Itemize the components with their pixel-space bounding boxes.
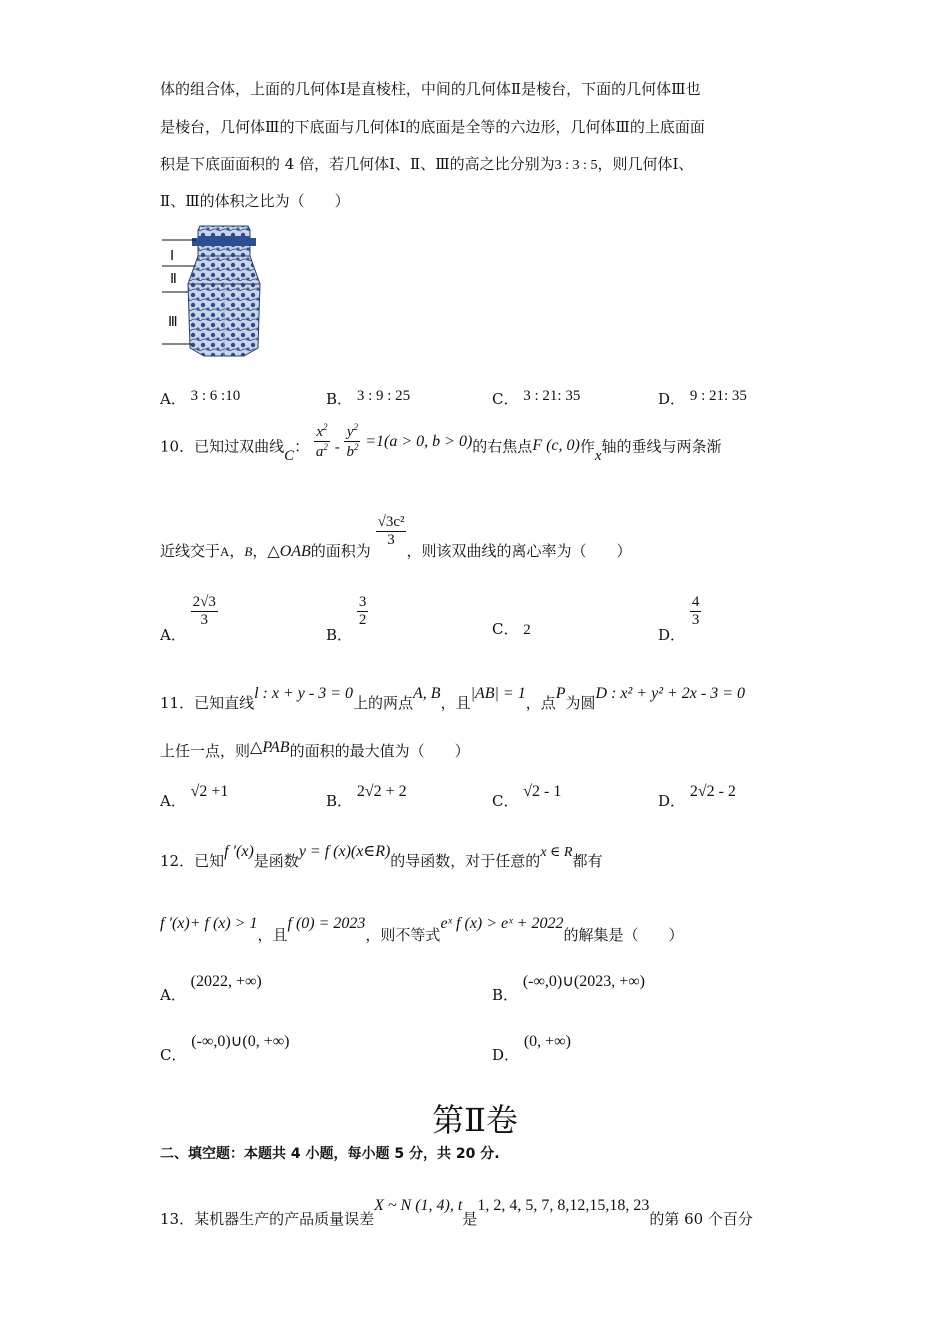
- option-fraction: [690, 594, 702, 629]
- option-letter: C．: [492, 390, 519, 408]
- q10-colon: ：: [294, 437, 310, 456]
- q9-line-1: 体的组合体，上面的几何体Ⅰ是直棱柱，中间的几何体Ⅱ是棱台，下面的几何体Ⅲ也: [160, 80, 701, 98]
- q11-prefix: 11．已知直线: [160, 694, 255, 712]
- option-value: (-∞,0)∪(2023, +∞): [522, 973, 645, 990]
- option-letter: C．: [492, 792, 519, 810]
- q10-mid: 的右焦点: [472, 437, 533, 456]
- q12-text-1: 是函数: [253, 852, 299, 870]
- q11-line2-a: 上任一点，则: [160, 742, 251, 760]
- q10-area-fraction: [376, 514, 407, 549]
- area-denominator: 3: [387, 532, 395, 548]
- q10-triangle: △OAB: [267, 542, 311, 560]
- q9-option-a[interactable]: [160, 388, 240, 409]
- q10-zuo: 作: [579, 437, 595, 456]
- q10-line2-a: 近线交于: [160, 541, 221, 560]
- option-value: 3 : 9 : 25: [356, 388, 411, 404]
- option-value: (2022, +∞): [190, 973, 262, 990]
- option-fraction: [357, 594, 369, 629]
- option-letter: A．: [160, 625, 186, 644]
- option-letter: B．: [326, 390, 353, 408]
- q11-distance: |AB| = 1: [470, 685, 526, 702]
- q13-line-1: [160, 1194, 753, 1228]
- option-letter: D．: [492, 1046, 520, 1064]
- q11-text-4: 为圆: [565, 694, 596, 712]
- q9-line-3-text-a: 积是下底面面积的 4 倍，若几何体Ⅰ、Ⅱ、Ⅲ的高之比分别为: [160, 155, 555, 173]
- q10-comma: ，: [229, 541, 245, 560]
- q12-condition-2: f (0) = 2023: [287, 915, 366, 932]
- option-letter: C．: [492, 620, 519, 638]
- q11-line-equation: l : x + y - 3 = 0: [254, 685, 353, 702]
- q9-line-2: 是棱台，几何体Ⅲ的下底面与几何体Ⅰ的底面是全等的六边形，几何体Ⅲ的上底面面: [160, 118, 705, 136]
- option-value: 2√2 + 2: [356, 783, 407, 800]
- option-letter: B．: [326, 625, 353, 644]
- q12-function: y = f (x)(x∈R): [298, 843, 391, 860]
- option-value: 2√2 - 2: [689, 783, 736, 800]
- q10-focus: F (c, 0): [532, 436, 580, 454]
- q11-text-2: ，且: [440, 694, 471, 712]
- q10-option-a[interactable]: [160, 594, 218, 644]
- option-value: 3 : 21: 35: [523, 388, 581, 404]
- option-letter: A．: [160, 390, 186, 408]
- q12-text-6: 的解集是（ ）: [563, 926, 684, 944]
- q12-option-a[interactable]: [160, 970, 262, 1004]
- q11-text-3: ，点: [525, 694, 556, 712]
- option-letter: B．: [492, 986, 519, 1004]
- q12-text-4: ，且: [257, 926, 288, 944]
- vase-figure: [160, 222, 270, 358]
- q11-option-a[interactable]: [160, 780, 229, 810]
- q11-option-b[interactable]: [326, 780, 407, 810]
- q9-option-d[interactable]: [658, 388, 747, 409]
- label-III: Ⅲ: [168, 315, 178, 330]
- q12-text-3: 都有: [572, 852, 603, 870]
- section-title: 第Ⅱ卷: [432, 1101, 518, 1139]
- option-letter: D．: [658, 625, 686, 644]
- q10-point-b: B: [244, 543, 253, 559]
- option-letter: A．: [160, 986, 186, 1004]
- q10-x: x: [594, 447, 602, 464]
- option-fraction: [191, 594, 218, 629]
- q11-option-c[interactable]: [492, 780, 562, 810]
- q12-inequality: eˣ f (x) > eˣ + 2022: [440, 915, 564, 932]
- q9-line-3: [160, 153, 693, 174]
- q11-point-p: P: [555, 685, 566, 702]
- label-I: Ⅰ: [170, 249, 175, 264]
- q10-line2-b: ，则该双曲线的离心率为（ ）: [406, 541, 632, 560]
- q10-option-c[interactable]: [492, 618, 531, 639]
- option-value: 9 : 21: 35: [689, 388, 747, 404]
- q10-option-d[interactable]: [658, 594, 701, 644]
- q10-equation-condition: =1(a > 0, b > 0): [365, 432, 473, 450]
- option-value: 3 : 6 :10: [190, 388, 241, 404]
- q9-option-c[interactable]: [492, 388, 580, 409]
- option-letter: D．: [658, 390, 686, 408]
- q11-line2-b: 的面积的最大值为（ ）: [289, 742, 470, 760]
- q12-line-1: [160, 840, 603, 870]
- area-numerator: √3c²: [377, 514, 405, 530]
- option-letter: B．: [326, 792, 353, 810]
- q12-option-d[interactable]: [492, 1030, 571, 1064]
- option-letter: C．: [160, 1046, 187, 1064]
- q10-option-b[interactable]: [326, 594, 368, 644]
- denominator: 2: [358, 612, 367, 628]
- option-value: √2 - 1: [523, 783, 562, 800]
- denominator: 3: [691, 612, 700, 628]
- q9-line-3-text-b: ，则几何体Ⅰ、: [597, 155, 694, 173]
- q12-text-5: ，则不等式: [365, 926, 441, 944]
- q11-option-d[interactable]: [658, 780, 736, 810]
- hyperbola-term-y: $\frac{y^2}{b^2}$: [346, 422, 359, 460]
- q13-distribution: X ~ N (1, 4), t: [374, 1197, 463, 1214]
- numerator: 3: [358, 594, 367, 610]
- q10-tail: 轴的垂线与两条渐: [601, 437, 722, 456]
- q10-curve: C: [284, 447, 295, 464]
- section-heading: 二、填空题：本题共 4 小题，每小题 5 分，共 20 分.: [160, 1146, 500, 1162]
- q13-text-1: 是: [462, 1210, 478, 1228]
- q11-text-1: 上的两点: [353, 694, 414, 712]
- q13-number-list: 1, 2, 4, 5, 7, 8,12,15,18, 23: [477, 1197, 650, 1214]
- q12-line-2: [160, 912, 684, 944]
- q10-line-1: 10．已知过双曲线C： $\frac{x^2}{a^2}$ - $\frac{y^2}{b^2}$ =1(a > 0, b > 0)的右焦点F (c, 0)作x轴的垂线与两条渐: [160, 422, 722, 464]
- q10-area-text: 的面积为: [310, 541, 371, 560]
- q13-prefix: 13．某机器生产的产品质量误差: [160, 1210, 375, 1228]
- q10-prefix: 10．已知过双曲线: [160, 437, 285, 456]
- option-value: √2 +1: [190, 783, 229, 800]
- q10-line-2: [160, 508, 632, 560]
- q9-line-4: Ⅱ、Ⅲ的体积之比为（ ）: [160, 192, 350, 210]
- q12-derivative: f ′(x): [224, 843, 254, 860]
- q11-points: A, B: [413, 685, 441, 702]
- q11-triangle: △PAB: [250, 739, 290, 756]
- numerator: 2√3: [192, 594, 216, 610]
- q11-circle-equation: D : x² + y² + 2x - 3 = 0: [595, 685, 746, 702]
- label-II: Ⅱ: [170, 272, 177, 287]
- q13-text-2: 的第 60 个百分: [649, 1210, 753, 1228]
- option-value: (-∞,0)∪(0, +∞): [191, 1033, 290, 1050]
- q10-comma-2: ，: [252, 541, 268, 560]
- option-value: (0, +∞): [523, 1033, 571, 1050]
- q12-option-c[interactable]: [160, 1030, 290, 1064]
- option-value: 2: [523, 622, 531, 638]
- vase-image: [160, 222, 270, 358]
- q12-x-in-r: x ∈ R: [540, 845, 573, 860]
- denominator: 3: [200, 612, 208, 628]
- option-letter: A．: [160, 792, 186, 810]
- q11-line-2: [160, 740, 470, 761]
- q12-prefix: 12．已知: [160, 852, 225, 870]
- q12-option-b[interactable]: [492, 970, 645, 1004]
- option-letter: D．: [658, 792, 686, 810]
- q12-condition-1: f ′(x)+ f (x) > 1: [160, 915, 258, 932]
- q12-text-2: 的导函数，对于任意的: [390, 852, 541, 870]
- numerator: 4: [691, 594, 700, 610]
- hyperbola-term-x: $\frac{x^2}{a^2}$: [315, 422, 328, 460]
- q11-line-1: [160, 685, 746, 712]
- q10-point-a: A: [220, 543, 230, 559]
- q9-option-b[interactable]: [326, 388, 410, 409]
- q9-ratio: 3 : 3 : 5: [554, 158, 598, 173]
